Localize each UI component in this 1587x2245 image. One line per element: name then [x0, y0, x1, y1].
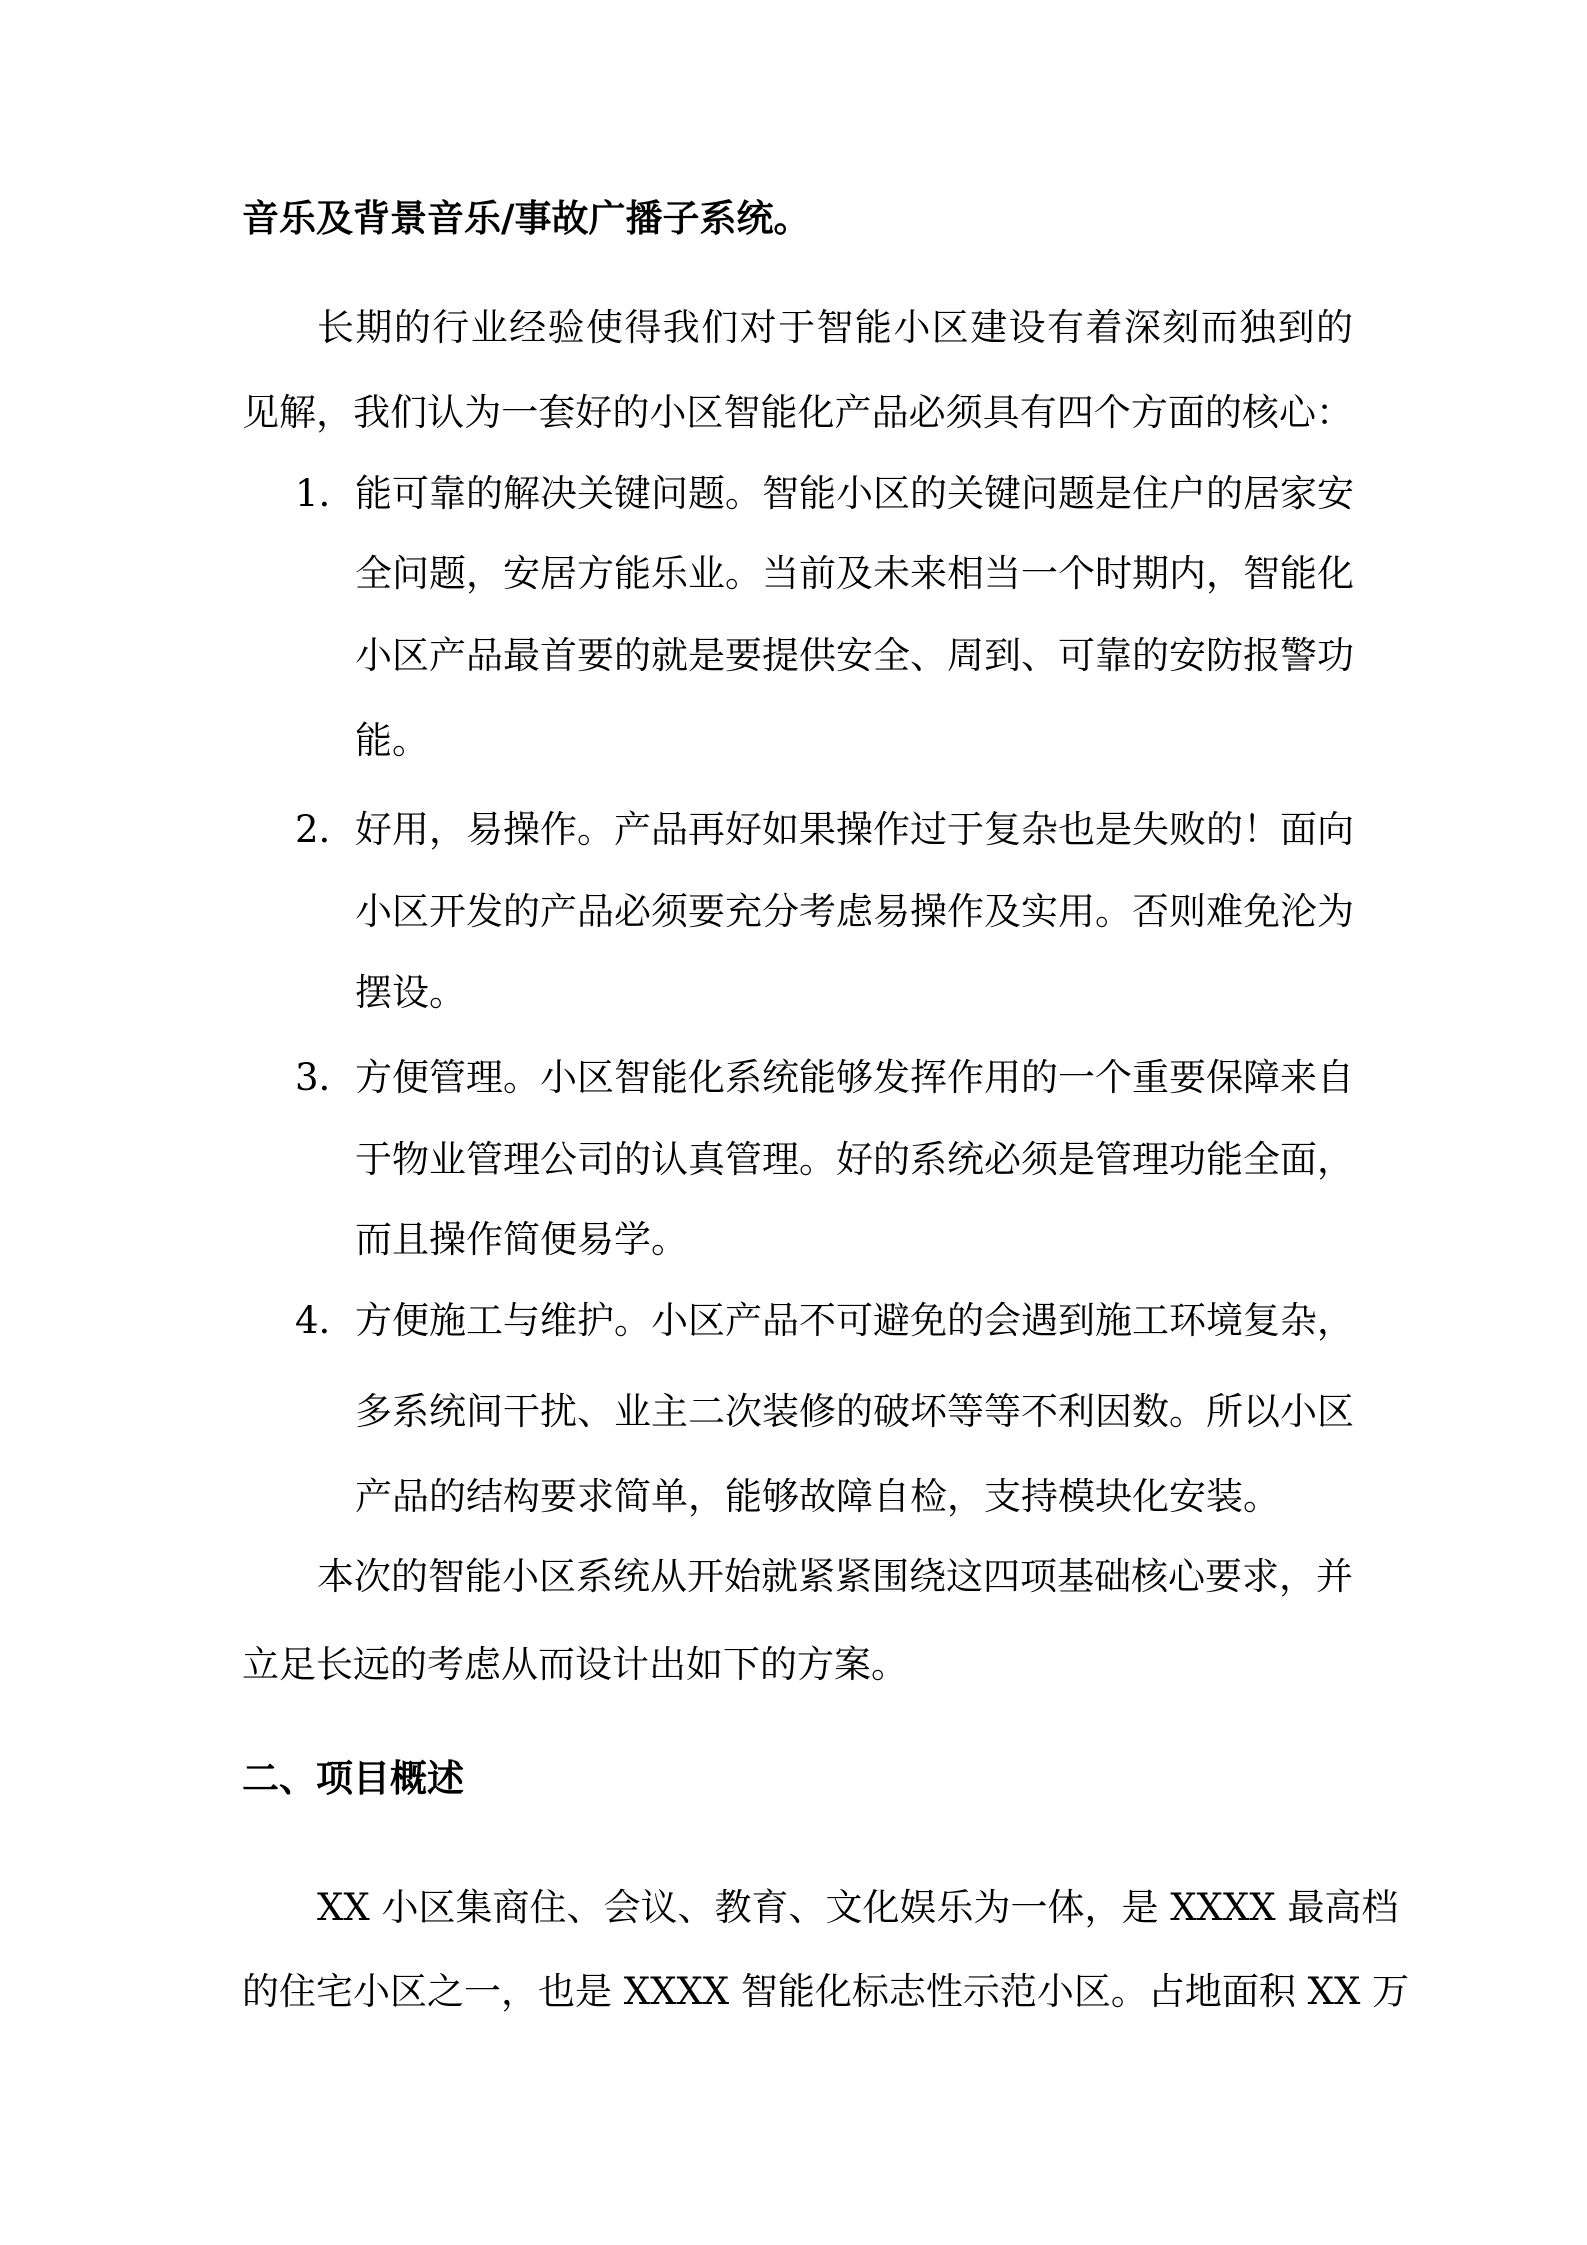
list-number-2: 2. [295, 808, 331, 851]
list-item-2-line: 小区开发的产品必须要充分考虑易操作及实用。否则难免沦为 [355, 890, 1354, 933]
paragraph-2-line-1: 本次的智能小区系统从开始就紧紧围绕这四项基础核心要求，并 [317, 1555, 1353, 1598]
list-item-3-line: 而且操作简便易学。 [355, 1218, 688, 1261]
list-item-4-line: 多系统间干扰、业主二次装修的破坏等等不利因数。所以小区 [355, 1390, 1354, 1433]
list-number-4: 4. [295, 1299, 331, 1342]
list-item-1-line: 全问题，安居方能乐业。当前及未来相当一个时期内，智能化 [355, 552, 1354, 595]
list-item-4-line: 产品的结构要求简单，能够故障自检，支持模块化安装。 [355, 1475, 1280, 1518]
paragraph-2-line-2: 立足长远的考虑从而设计出如下的方案。 [242, 1643, 908, 1686]
list-item-2-line: 摆设。 [355, 971, 466, 1014]
section-heading: 二、项目概述 [242, 1757, 464, 1800]
paragraph-3-line-1: XX 小区集商住、会议、教育、文化娱乐为一体，是 XXXX 最高档 [317, 1886, 1399, 1929]
list-item-1-line: 能。 [355, 719, 429, 762]
list-item-1-line: 能可靠的解决关键问题。智能小区的关键问题是住户的居家安 [355, 472, 1354, 515]
list-item-4-line: 方便施工与维护。小区产品不可避免的会遇到施工环境复杂， [355, 1299, 1354, 1342]
list-item-2-line: 好用，易操作。产品再好如果操作过于复杂也是失败的！面向 [355, 808, 1354, 851]
intro-tail-text: 音乐及背景音乐/事故广播子系统。 [242, 197, 811, 240]
list-item-1-line: 小区产品最首要的就是要提供安全、周到、可靠的安防报警功 [355, 634, 1354, 677]
list-item-3-line: 于物业管理公司的认真管理。好的系统必须是管理功能全面， [355, 1138, 1354, 1181]
list-number-3: 3. [295, 1056, 331, 1099]
list-number-1: 1. [295, 472, 331, 515]
list-item-3-line: 方便管理。小区智能化系统能够发挥作用的一个重要保障来自 [355, 1056, 1354, 1099]
paragraph-3-line-2: 的住宅小区之一，也是 XXXX 智能化标志性示范小区。占地面积 XX 万 [242, 1970, 1410, 2013]
paragraph-1-line-2: 见解，我们认为一套好的小区智能化产品必须具有四个方面的核心： [242, 391, 1353, 434]
paragraph-1-line-1: 长期的行业经验使得我们对于智能小区建设有着深刻而独到的 [317, 306, 1353, 349]
